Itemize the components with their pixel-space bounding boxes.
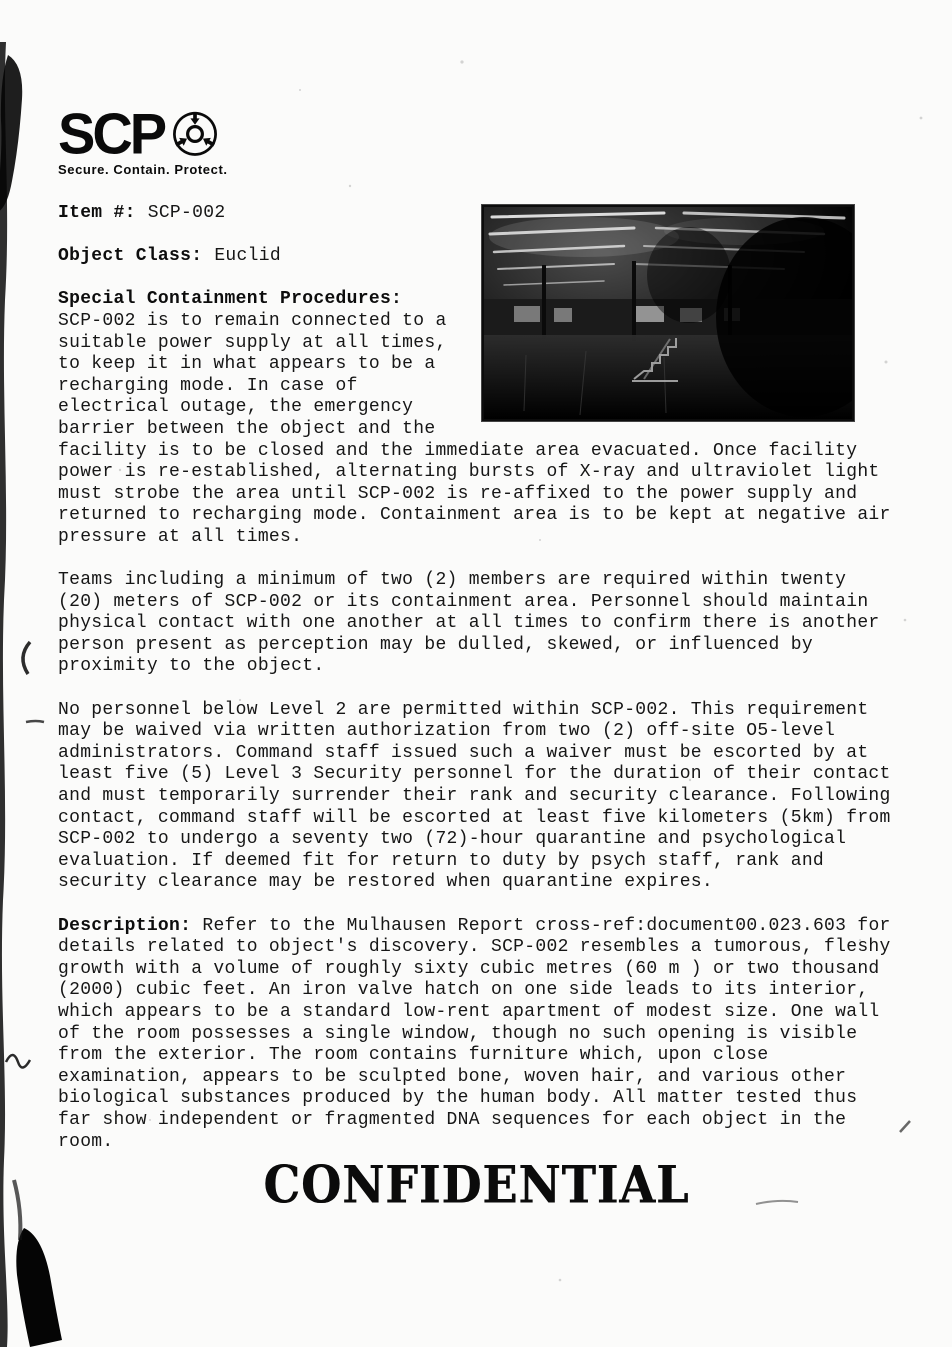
object-class-value: Euclid — [214, 246, 281, 267]
item-number-label: Item #: — [58, 203, 136, 223]
containment-paragraph-2-text: Teams including a minimum of two (2) members are required within twenty (20) meters of SCP-002 or its containment area. Personnel should maintain physical contact with one another at all times to confirm there is another person present as perception may be dulled, skewed, or influenced by proximity to the object. — [58, 570, 880, 677]
containment-procedures-heading: Special Containment Procedures: — [58, 289, 403, 310]
scp-emblem-icon — [172, 111, 218, 157]
scp-logo — [58, 101, 894, 177]
object-class-label: Object Class: — [58, 246, 203, 267]
confidential-stamp: CONFIDENTIAL — [263, 1154, 689, 1216]
description-label: Description: — [58, 915, 192, 936]
description-paragraph — [58, 916, 894, 1154]
containment-paragraph-1-text: SCP-002 is to remain connected to a suitable power supply at all times, to keep it in what appears to be a recharging mode. In case of electrical outage, the emergency barrier between the object and the facility is to be closed and the immediate area evacuated. Once facility power is re-established, alternating bursts of X-ray and ultraviolet light must strobe the area until SCP-002 is re-affixed to the power supply and returned to recharging mode. Containment area is to be kept at negative air pressure at all times. — [58, 310, 891, 547]
item-number-value: SCP-002 — [147, 203, 226, 223]
scp-logo-wordmark: SCP — [58, 101, 165, 166]
confidential-stamp-area — [58, 1154, 894, 1216]
scp-tagline: Secure. Contain. Protect. — [58, 162, 228, 177]
containment-area-photo — [482, 205, 854, 421]
description-text: Refer to the Mulhausen Report cross-ref:document00.023.603 for details related to object's discovery. SCP-002 resembles a tumorous, fleshy growth with a volume of roughly sixty cubic metres (60 m ) or two thousand (2000) cubic feet. An iron valve hatch on one side leads to its interior, which appears to be a standard low-rent apartment of modest size. One wall of the room possesses a single window, though no such opening is visible from the exterior. The room contains furniture which, upon close examination, appears to be sculpted bone, woven hair, and various other biological substances produced by the human body. All matter tested thus far show independent or fragmented DNA sequences for each object in the room. — [58, 915, 891, 1152]
containment-paragraph-3-text: No personnel below Level 2 are permitted within SCP-002. This requirement may be waived via written authorization from two (2) off-site O5-level administrators. Command staff issued such a waiver must be escorted by at least five (5) Level 3 Security personnel for the duration of their contact and must temporarily surrender their rank and security clearance. Following contact, command staff will be escorted at least five kilometers (5km) from SCP-002 to undergo a seventy two (72)-hour quarantine and psychological evaluation. If deemed fit for return to duty by psych staff, rank and security clearance may be restored when quarantine expires. — [58, 699, 891, 893]
containment-procedures-paragraph-2 — [58, 570, 894, 678]
containment-procedures-paragraph-3 — [58, 700, 894, 894]
